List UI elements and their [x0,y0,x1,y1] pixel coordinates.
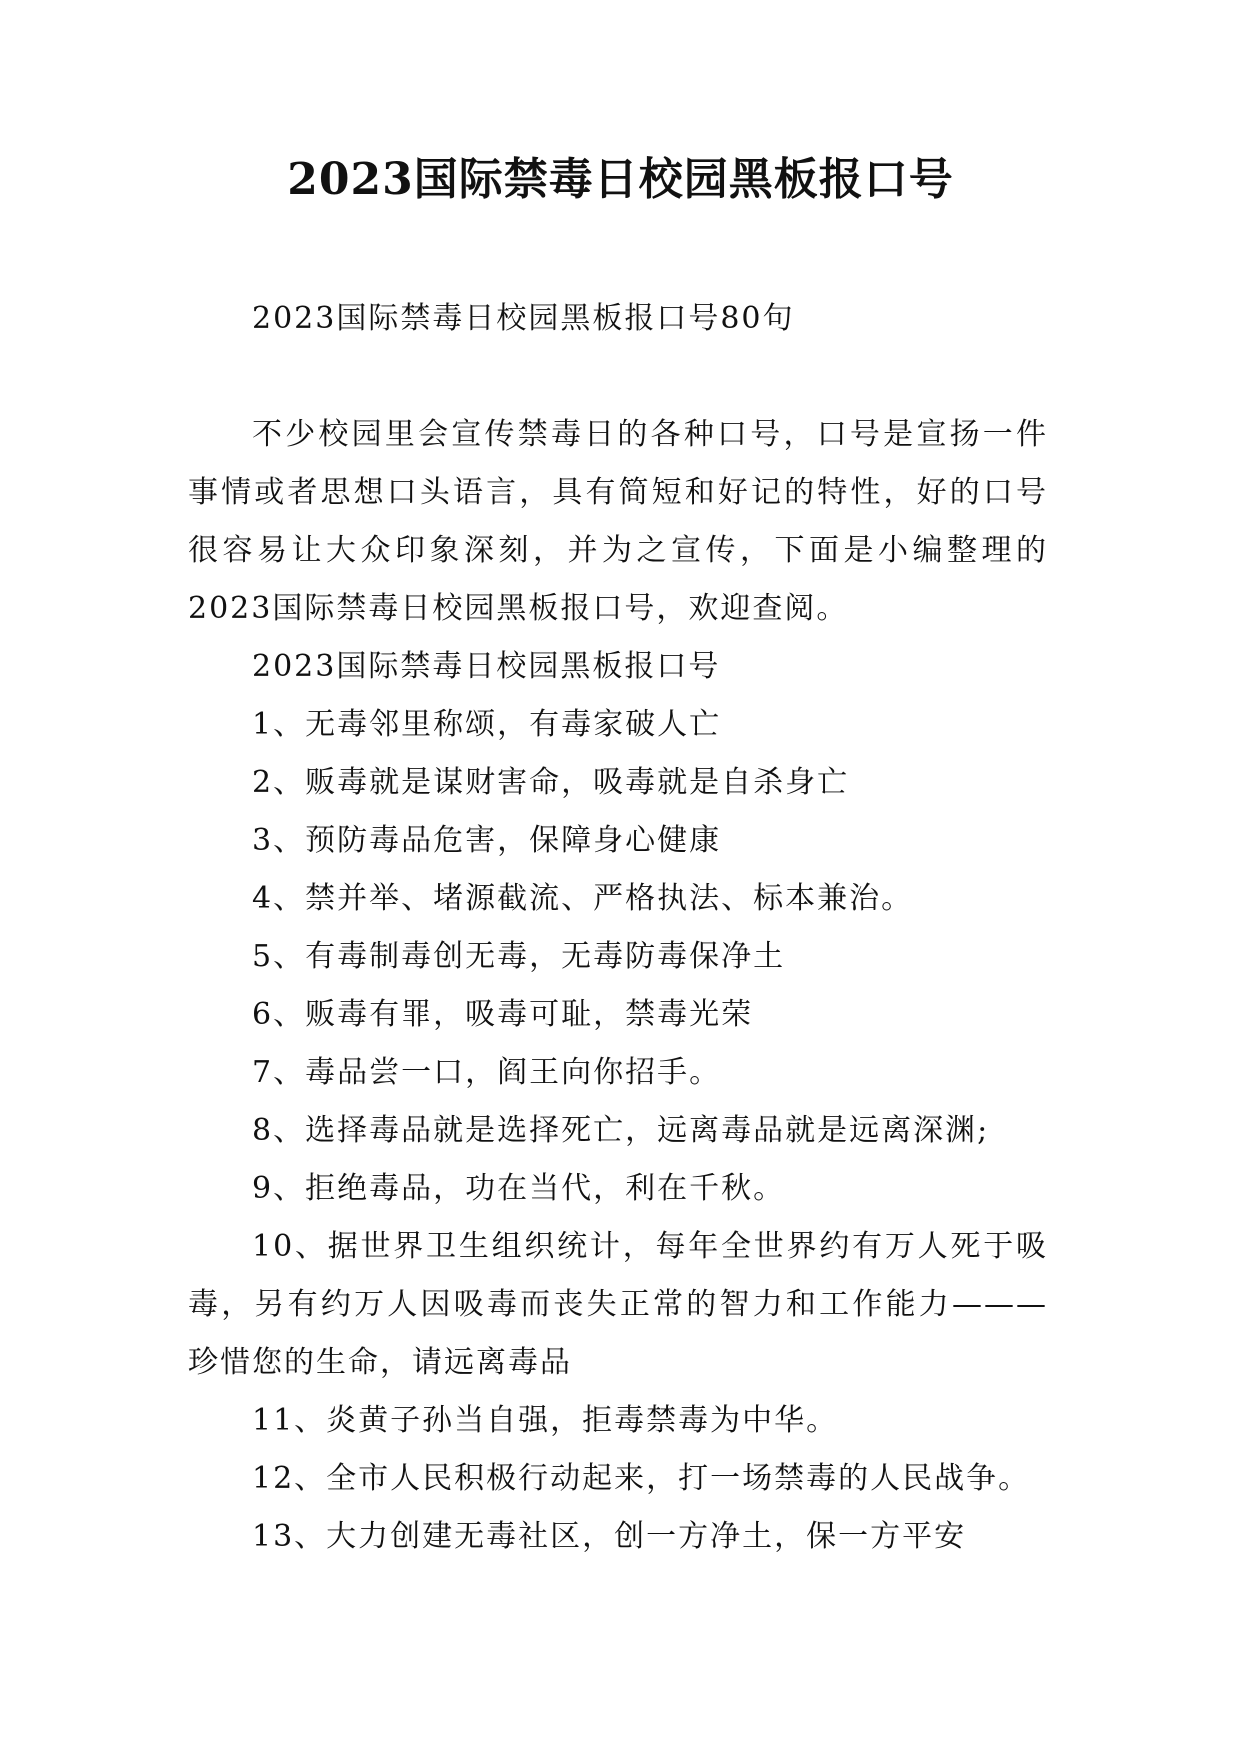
slogan-item: 3、预防毒品危害，保障身心健康 [252,823,722,858]
section-heading: 2023国际禁毒日校园黑板报口号 [252,649,721,684]
slogan-item: 7、毒品尝一口，阎王向你招手。 [252,1055,722,1090]
slogan-item: 9、拒绝毒品，功在当代，利在千秋。 [252,1171,786,1206]
document-body [188,290,1048,1566]
document-title: 2023国际禁毒日校园黑板报口号 [287,154,954,205]
slogan-list [188,696,1048,1566]
document-subtitle: 2023国际禁毒日校园黑板报口号80句 [252,301,795,336]
slogan-item: 5、有毒制毒创无毒，无毒防毒保净土 [252,939,786,974]
intro-paragraph: 不少校园里会宣传禁毒日的各种口号，口号是宣扬一件事情或者思想口头语言，具有简短和好记的特性，好的口号很容易让大众印象深刻，并为之宣传，下面是小编整理的2023国际禁毒日校园黑板报口号，欢迎查阅。 [188,417,1048,626]
slogan-item: 1、无毒邻里称颂，有毒家破人亡 [252,707,722,742]
slogan-item: 13、大力创建无毒社区，创一方净土，保一方平安 [252,1519,967,1554]
slogan-item: 12、全市人民积极行动起来，打一场禁毒的人民战争。 [252,1461,1031,1496]
slogan-item: 4、禁并举、堵源截流、严格执法、标本兼治。 [252,881,914,916]
slogan-item: 8、选择毒品就是选择死亡，远离毒品就是远离深渊; [252,1113,990,1148]
slogan-item: 2、贩毒就是谋财害命，吸毒就是自杀身亡 [252,765,850,800]
slogan-item: 11、炎黄子孙当自强，拒毒禁毒为中华。 [252,1403,839,1438]
slogan-item: 6、贩毒有罪，吸毒可耻，禁毒光荣 [252,997,754,1032]
slogan-item: 10、据世界卫生组织统计，每年全世界约有万人死于吸毒，另有约万人因吸毒而丧失正常的智力和工作能力———珍惜您的生命，请远离毒品 [188,1229,1048,1380]
